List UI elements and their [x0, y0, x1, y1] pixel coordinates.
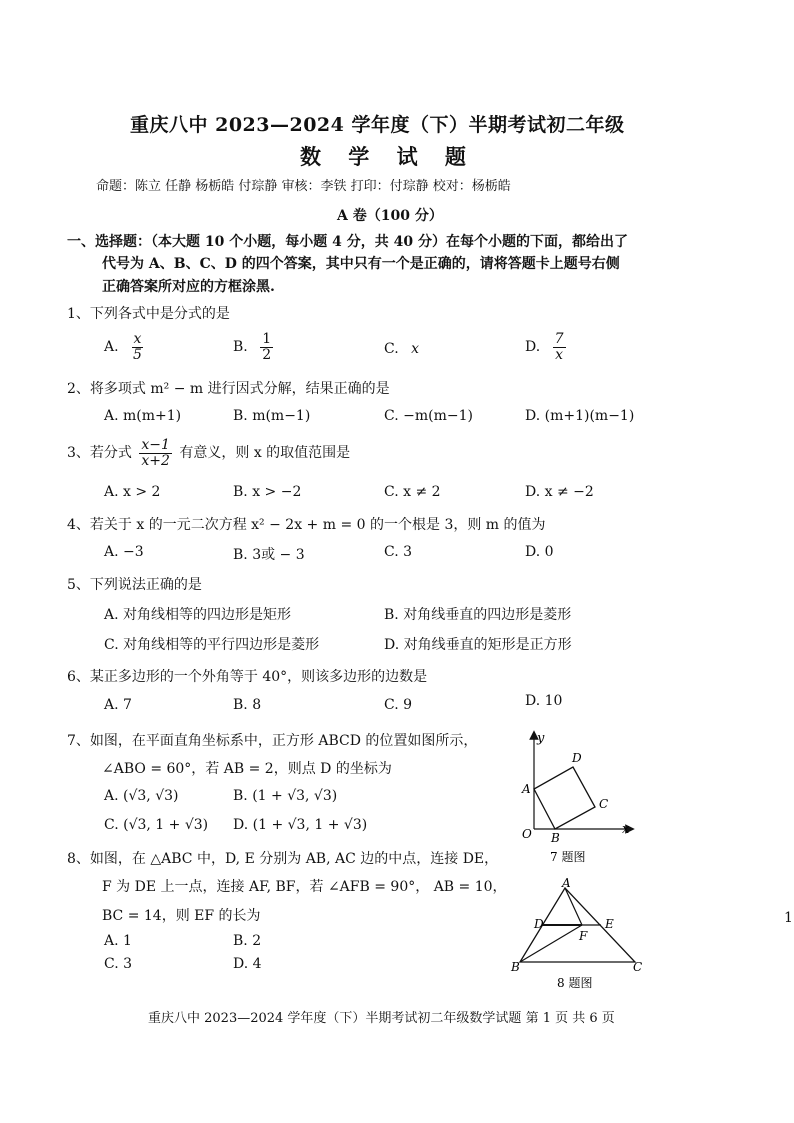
q2-option-b: B. m(m−1): [233, 408, 311, 424]
q8-label-c: C: [633, 960, 643, 974]
q8-option-d: D. 4: [233, 956, 262, 972]
q1-option-d: D. $\frac{7}{x}$: [525, 331, 564, 363]
q3-option-c: C. x ≠ 2: [384, 484, 441, 500]
q8-label-d: D: [534, 917, 544, 931]
q5-stem: 5、下列说法正确的是: [67, 577, 202, 593]
q8-option-a: A. 1: [104, 933, 132, 949]
q8-label-b: B: [511, 960, 520, 974]
q2-option-a: A. m(m+1): [104, 408, 182, 424]
document-subtitle: 数 学 试 题: [300, 144, 476, 169]
q4-option-a: A. −3: [104, 544, 144, 560]
q8-stem-line-1: 8、如图，在 △ABC 中，D, E 分别为 AB, AC 边的中点，连接 DE，: [67, 851, 499, 867]
q5-option-c: C. 对角线相等的平行四边形是菱形: [104, 637, 320, 653]
q7-label-x: x: [622, 822, 630, 837]
q7-stem-line-1: 7、如图，在平面直角坐标系中，正方形 ABCD 的位置如图所示，: [67, 733, 478, 749]
q7-label-b: B: [551, 831, 560, 845]
q7-stem-line-2: ∠ABO = 60°，若 AB = 2，则点 D 的坐标为: [102, 761, 392, 777]
q7-caption: 7 题图: [550, 850, 586, 864]
q5-option-a: A. 对角线相等的四边形是矩形: [104, 607, 292, 623]
q8-option-b: B. 2: [233, 933, 262, 949]
q3-option-d: D. x ≠ −2: [525, 484, 594, 500]
q1-option-b: B. $\frac{1}{2}$: [233, 331, 272, 363]
q8-segment-af: [565, 888, 582, 925]
q1-option-a: A. $\frac{x}{5}$: [104, 331, 142, 363]
q7-label-y: y: [537, 731, 545, 746]
q4-option-b: B. 3或 − 3: [233, 547, 305, 563]
side-page-mark: 1: [784, 910, 793, 926]
q5-option-b: B. 对角线垂直的四边形是菱形: [384, 607, 572, 623]
document-title: 重庆八中 2023—2024 学年度（下）半期考试初二年级: [130, 114, 625, 136]
instructions-line-1: 一、选择题：（本大题 10 个小题，每小题 4 分，共 40 分）在每个小题的下面，都给出了: [67, 234, 628, 250]
q3-stem: 3、若分式 $\frac{x-1}{x+2}$ 有意义，则 x 的取值范围是: [67, 437, 351, 469]
q1-option-c: C. x: [384, 341, 420, 357]
q7-square-abcd: [534, 767, 595, 829]
q8-option-c: C. 3: [104, 956, 133, 972]
q7-option-c: C. (√3, 1 + √3): [104, 817, 209, 833]
q3-option-a: A. x > 2: [104, 484, 161, 500]
q4-option-c: C. 3: [384, 544, 413, 560]
q2-option-c: C. −m(m−1): [384, 408, 473, 424]
instructions-line-2: 代号为 A、B、C、D 的四个答案，其中只有一个是正确的，请将答题卡上题号右侧: [102, 256, 620, 272]
q8-label-a: A: [562, 878, 571, 890]
q7-figure: [500, 725, 650, 865]
q2-option-d: D. (m+1)(m−1): [525, 408, 635, 424]
q6-stem: 6、某正多边形的一个外角等于 40°，则该多边形的边数是: [67, 669, 428, 685]
q5-option-d: D. 对角线垂直的矩形是正方形: [384, 637, 572, 653]
q2-stem: 2、将多项式 m² − m 进行因式分解，结果正确的是: [67, 381, 390, 397]
q8-figure: [505, 878, 655, 993]
q6-option-c: C. 9: [384, 697, 413, 713]
q7-option-b: B. (1 + √3, √3): [233, 788, 338, 804]
page-footer: 重庆八中 2023—2024 学年度（下）半期考试初二年级数学试题 第 1 页 共 6 页: [148, 1011, 615, 1026]
section-heading: A 卷（100 分）: [337, 208, 443, 224]
q4-option-d: D. 0: [525, 544, 554, 560]
q8-stem-line-3: BC = 14，则 EF 的长为: [102, 908, 261, 924]
q4-stem: 4、若关于 x 的一元二次方程 x² − 2x + m = 0 的一个根是 3，则 m 的值为: [67, 517, 546, 533]
q3-option-b: B. x > −2: [233, 484, 302, 500]
q8-caption: 8 题图: [557, 976, 593, 990]
q6-option-d: D. 10: [525, 693, 563, 709]
q7-option-a: A. (√3, √3): [104, 788, 179, 804]
q7-label-d: D: [572, 751, 582, 765]
credits-line: 命题：陈立 任静 杨栃皓 付琮静 审核：李铁 打印：付琮静 校对：杨栃皓: [96, 179, 511, 194]
q7-label-o: O: [522, 827, 532, 841]
q8-segment-bf: [520, 925, 582, 962]
q8-label-f: F: [579, 929, 588, 943]
q7-label-a: A: [522, 782, 531, 796]
q8-label-e: E: [605, 917, 614, 931]
q6-option-b: B. 8: [233, 697, 262, 713]
q7-option-d: D. (1 + √3, 1 + √3): [233, 817, 368, 833]
instructions-line-3: 正确答案所对应的方框涂黑.: [102, 279, 275, 295]
q7-label-c: C: [599, 797, 609, 811]
q8-stem-line-2: F 为 DE 上一点，连接 AF, BF，若 ∠AFB = 90°， AB = 10，: [102, 879, 507, 895]
q1-stem: 1、下列各式中是分式的是: [67, 306, 230, 322]
q6-option-a: A. 7: [104, 697, 132, 713]
